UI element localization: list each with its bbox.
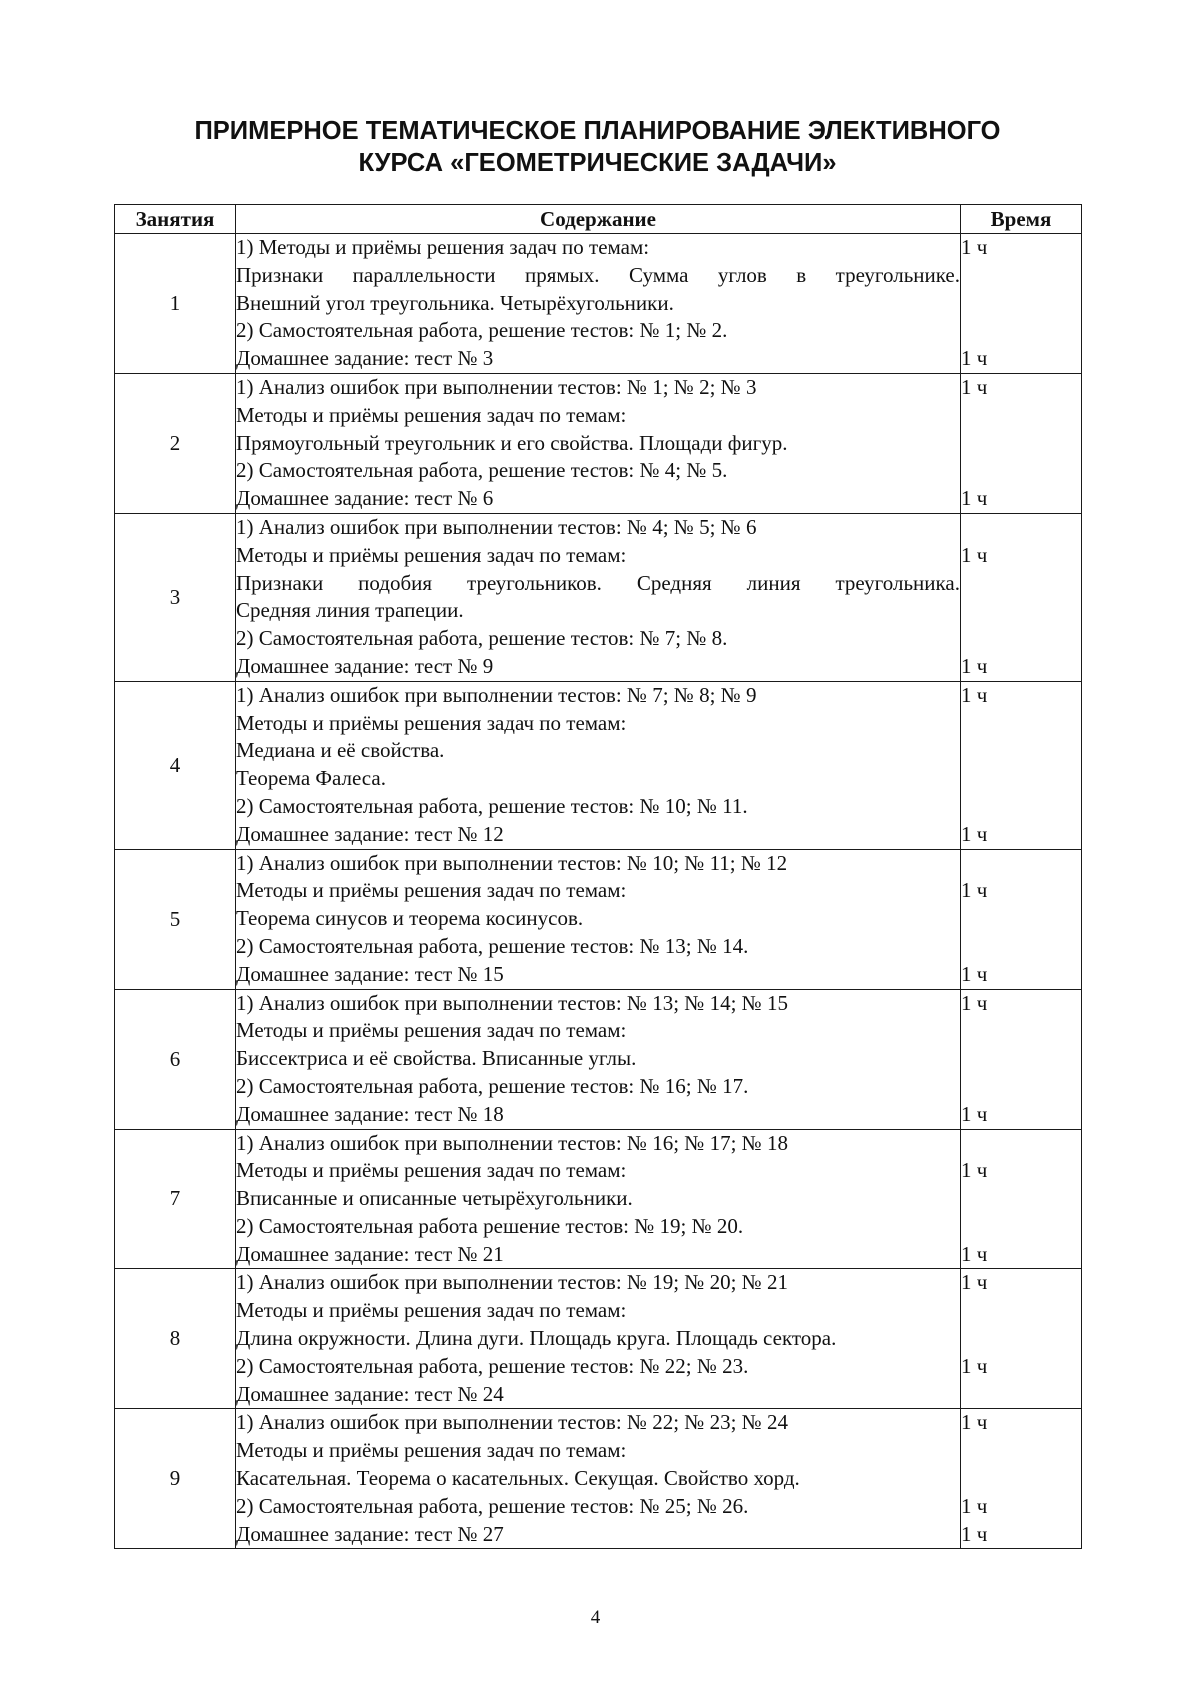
time-value [961,514,1081,542]
lesson-number: 8 [115,1269,236,1409]
content-line: Теорема Фалеса. [236,766,386,791]
content-line: 2) Самостоятельная работа, решение тестов: № 4; № 5. [236,458,728,483]
time-value [961,430,1081,458]
content-line: 1) Анализ ошибок при выполнении тестов: № 1; № 2; № 3 [236,374,757,399]
time-value: 1 ч [961,1158,988,1183]
time-value [961,1130,1081,1158]
time-value [961,1045,1081,1073]
content-line: Домашнее задание: тест № 12 [236,821,504,846]
lesson-number: 5 [115,849,236,989]
time-value: 1 ч [961,1241,988,1266]
table-row [115,373,1082,513]
time-value: 1 ч [961,374,988,399]
content-line: Методы и приёмы решения задач по темам: [236,1438,627,1463]
lesson-content [236,849,961,989]
content-line: 1) Анализ ошибок при выполнении тестов: № 7; № 8; № 9 [236,682,757,707]
time-value [961,850,1081,878]
content-line: Методы и приёмы решения задач по темам: [236,1018,627,1043]
time-value [961,737,1081,765]
time-value: 1 ч [961,682,988,707]
time-value [961,1465,1081,1493]
content-line: Признаки параллельности прямых. Сумма углов в треугольнике. [236,262,960,287]
time-value [961,1437,1081,1465]
lesson-time [961,373,1082,513]
time-value [961,765,1081,793]
lesson-number: 7 [115,1129,236,1269]
time-value [961,933,1081,961]
content-line: Средняя линия трапеции. [236,598,464,623]
table-row [115,513,1082,681]
lesson-time [961,1129,1082,1269]
content-line: Признаки подобия треугольников. Средняя линия треугольника. [236,570,960,595]
page-number: 4 [590,1607,601,1628]
time-value: 1 ч [961,486,988,511]
time-value: 1 ч [961,1493,988,1518]
lesson-number: 4 [115,681,236,849]
time-value: 1 ч [961,653,988,678]
content-line: Биссектриса и её свойства. Вписанные углы. [236,1046,637,1071]
title-line-2: КУРСА «ГЕОМЕТРИЧЕСКИЕ ЗАДАЧИ» [358,149,837,177]
time-value [961,290,1081,318]
content-line: Домашнее задание: тест № 21 [236,1241,504,1266]
time-value [961,317,1081,345]
content-line: Медиана и её свойства. [236,738,445,763]
content-line: Теорема синусов и теорема косинусов. [236,906,584,931]
content-line: Домашнее задание: тест № 3 [236,346,494,371]
lesson-content [236,234,961,374]
content-line: Прямоугольный треугольник и его свойства. Площади фигур. [236,430,788,455]
content-line: Касательная. Теорема о касательных. Секущая. Свойство хорд. [236,1466,800,1491]
time-value: 1 ч [961,1270,988,1295]
time-value: 1 ч [961,821,988,846]
time-value [961,262,1081,290]
lesson-time [961,1269,1082,1409]
time-value: 1 ч [961,1353,988,1378]
time-value [961,710,1081,738]
content-line: Методы и приёмы решения задач по темам: [236,542,627,567]
lesson-time [961,989,1082,1129]
time-value: 1 ч [961,878,988,903]
title-line-1: ПРИМЕРНОЕ ТЕМАТИЧЕСКОЕ ПЛАНИРОВАНИЕ ЭЛЕКТИВНОГО [194,117,1001,145]
content-line: 2) Самостоятельная работа решение тестов: № 19; № 20. [236,1213,744,1238]
lesson-time [961,849,1082,989]
lesson-number: 3 [115,513,236,681]
page-title [114,115,1081,179]
time-value: 1 ч [961,1101,988,1126]
lesson-content [236,989,961,1129]
time-value [961,1325,1081,1353]
table-row [115,1269,1082,1409]
content-line: Домашнее задание: тест № 6 [236,486,494,511]
content-line: 1) Анализ ошибок при выполнении тестов: № 4; № 5; № 6 [236,514,757,539]
lesson-content [236,1269,961,1409]
content-line: Методы и приёмы решения задач по темам: [236,1158,627,1183]
time-value [961,625,1081,653]
time-value: 1 ч [961,1410,988,1435]
time-value [961,570,1081,598]
content-line: 1) Анализ ошибок при выполнении тестов: № 13; № 14; № 15 [236,990,788,1015]
time-value: 1 ч [961,990,988,1015]
content-line: Методы и приёмы решения задач по темам: [236,1298,627,1323]
content-line: 2) Самостоятельная работа, решение тестов: № 1; № 2. [236,318,728,343]
time-value: 1 ч [961,1521,988,1546]
header-content: Содержание [236,205,961,234]
table-row [115,1129,1082,1269]
content-line: 1) Анализ ошибок при выполнении тестов: № 19; № 20; № 21 [236,1270,788,1295]
table-row [115,1409,1082,1549]
time-value [961,905,1081,933]
time-value: 1 ч [961,235,988,259]
content-line: 2) Самостоятельная работа, решение тестов: № 7; № 8. [236,626,728,651]
time-value [961,457,1081,485]
lesson-content [236,1129,961,1269]
content-line: 1) Анализ ошибок при выполнении тестов: № 22; № 23; № 24 [236,1410,788,1435]
lesson-time [961,681,1082,849]
content-line: 2) Самостоятельная работа, решение тестов: № 25; № 26. [236,1493,749,1518]
time-value [961,793,1081,821]
content-line: 2) Самостоятельная работа, решение тестов: № 22; № 23. [236,1353,749,1378]
time-value [961,1185,1081,1213]
lesson-content [236,373,961,513]
time-value [961,597,1081,625]
lesson-number: 9 [115,1409,236,1549]
table-row [115,681,1082,849]
content-line: Вписанные и описанные четырёхугольники. [236,1186,633,1211]
content-line: 1) Методы и приёмы решения задач по темам: [236,235,650,259]
content-line: Методы и приёмы решения задач по темам: [236,710,627,735]
content-line: Методы и приёмы решения задач по темам: [236,878,627,903]
time-value [961,1381,1081,1409]
time-value [961,1073,1081,1101]
lesson-time [961,1409,1082,1549]
content-line: 2) Самостоятельная работа, решение тестов: № 16; № 17. [236,1073,749,1098]
time-value: 1 ч [961,961,988,986]
time-value [961,1017,1081,1045]
table-row [115,849,1082,989]
lesson-content [236,681,961,849]
time-value [961,402,1081,430]
planning-table [114,204,1082,1549]
content-line: Домашнее задание: тест № 24 [236,1381,504,1406]
lesson-content [236,513,961,681]
lesson-time [961,234,1082,374]
content-line: 2) Самостоятельная работа, решение тестов: № 13; № 14. [236,933,749,958]
content-line: Домашнее задание: тест № 15 [236,961,504,986]
content-line: 1) Анализ ошибок при выполнении тестов: № 10; № 11; № 12 [236,850,788,875]
lesson-number: 1 [115,234,236,374]
header-time: Время [961,205,1082,234]
lesson-time [961,513,1082,681]
header-lessons: Занятия [115,205,236,234]
content-line: 1) Анализ ошибок при выполнении тестов: № 16; № 17; № 18 [236,1130,788,1155]
table-row [115,234,1082,374]
lesson-content [236,1409,961,1549]
time-value: 1 ч [961,346,988,371]
content-line: Длина окружности. Длина дуги. Площадь круга. Площадь сектора. [236,1326,837,1351]
table-header-row [115,205,1082,234]
lesson-number: 2 [115,373,236,513]
content-line: 2) Самостоятельная работа, решение тестов: № 10; № 11. [236,793,748,818]
time-value [961,1213,1081,1241]
time-value [961,1297,1081,1325]
lesson-number: 6 [115,989,236,1129]
table-row [115,989,1082,1129]
content-line: Домашнее задание: тест № 18 [236,1101,504,1126]
content-line: Домашнее задание: тест № 9 [236,653,494,678]
content-line: Методы и приёмы решения задач по темам: [236,402,627,427]
content-line: Внешний угол треугольника. Четырёхугольники. [236,290,674,315]
time-value: 1 ч [961,542,988,567]
content-line: Домашнее задание: тест № 27 [236,1521,504,1546]
